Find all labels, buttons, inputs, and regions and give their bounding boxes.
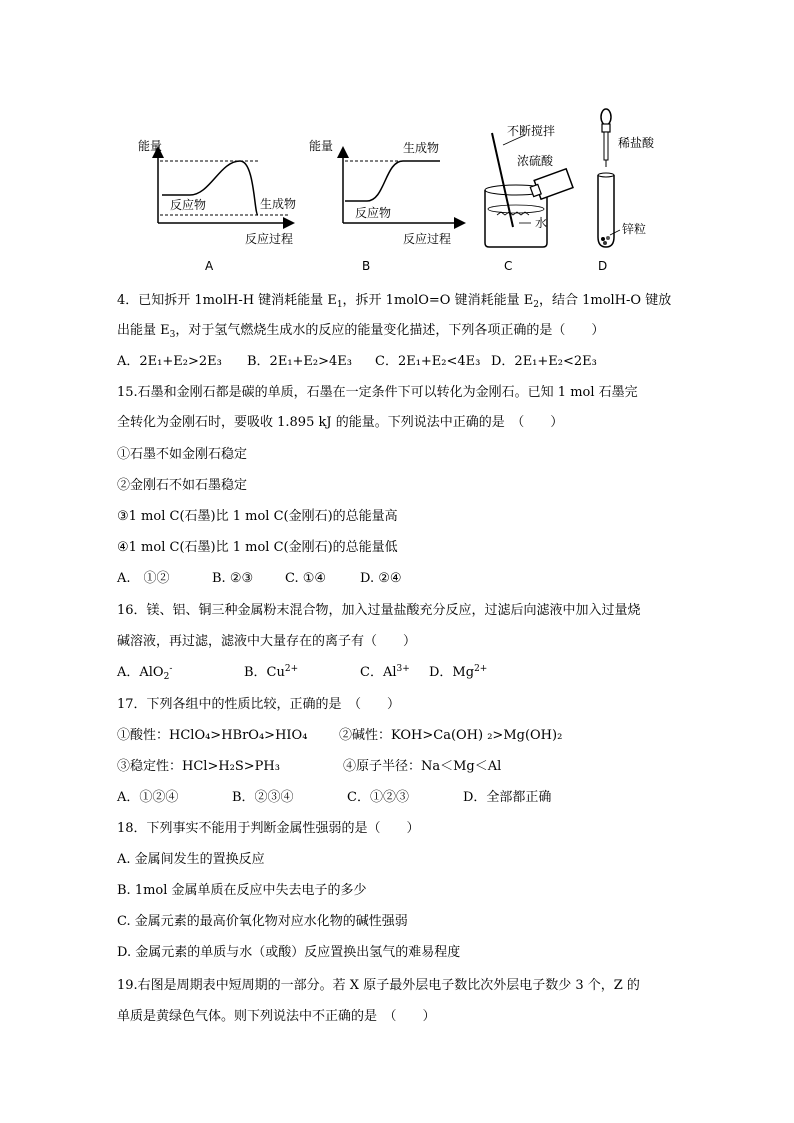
figure-a-energy-diagram bbox=[138, 135, 300, 255]
q15-statement-4: ④1 mol C(石墨)比 1 mol C(金刚石)的总能量低 bbox=[117, 540, 398, 555]
q14-option-a: A．2E₁+E₂>2E₃ bbox=[117, 354, 222, 369]
q18-option-c: C. 金属元素的最高价氧化物对应水化物的碱性强弱 bbox=[117, 914, 408, 929]
q14-stem-line2: 出能量 $E_3$，对于氢气燃烧生成水的反应的能量变化描述，下列各项正确的是（ ） bbox=[117, 323, 605, 340]
figure-a-label: A bbox=[205, 259, 214, 273]
q17-option-a: A．①②④ bbox=[117, 790, 179, 805]
figures-row bbox=[138, 105, 670, 275]
figure-a-ylabel: 能量 bbox=[138, 139, 163, 153]
q18-stem: 18．下列事实不能用于判断金属性强弱的是（ ） bbox=[117, 821, 420, 836]
figure-d-test-tube-diagram bbox=[590, 105, 670, 250]
q14-option-c: C．2E₁+E₂<4E₃ bbox=[375, 354, 481, 369]
q15-line1: 15.石墨和金刚石都是碳的单质，石墨在一定条件下可以转化为金刚石。已知 1 mol 石墨完 bbox=[117, 385, 638, 400]
q17-statement-2: ②碱性：KOH>Ca(OH) ₂>Mg(OH)₂ bbox=[339, 728, 563, 743]
figure-a-product: 生成物 bbox=[260, 197, 297, 211]
q15-statement-3: ③1 mol C(石墨)比 1 mol C(金刚石)的总能量高 bbox=[117, 509, 398, 524]
q15-option-b: B. ②③ bbox=[212, 571, 254, 586]
q16-line1: 16．镁、铝、铜三种金属粉末混合物，加入过量盐酸充分反应，过滤后向滤液中加入过量烧 bbox=[117, 603, 641, 618]
q15-option-d: D. ②④ bbox=[360, 571, 402, 586]
figure-a-reactant: 反应物 bbox=[170, 198, 207, 212]
q16-option-d: D．$Mg^{2+}$ bbox=[429, 664, 488, 680]
q17-option-c: C．①②③ bbox=[347, 790, 409, 805]
figure-c-water-label: 水 bbox=[535, 216, 548, 230]
figure-d-label: D bbox=[598, 259, 608, 273]
q18-option-a: A. 金属间发生的置换反应 bbox=[117, 852, 265, 867]
figure-d-acid-label: 稀盐酸 bbox=[618, 136, 655, 150]
q18-option-b: B. 1mol 金属单质在反应中失去电子的多少 bbox=[117, 883, 367, 898]
q14-stem-line1: 4．已知拆开 1molH-H 键消耗能量 $E_1$，拆开 1molO=O 键消耗能量 $E_2$，结合 1molH-O 键放 bbox=[117, 293, 672, 310]
q17-statement-4: ④原子半径：Na＜Mg＜Al bbox=[343, 759, 502, 774]
figure-b-label: B bbox=[362, 259, 371, 273]
q17-statement-1: ①酸性：HClO₄>HBrO₄>HIO₄ bbox=[117, 728, 308, 743]
q14-option-d: D．2E₁+E₂<2E₃ bbox=[491, 354, 597, 369]
q19-line2: 单质是黄绿色气体。则下列说法中不正确的是 （ ） bbox=[117, 1009, 436, 1024]
q15-option-c: C. ①④ bbox=[285, 571, 327, 586]
figure-b-reactant: 反应物 bbox=[355, 206, 392, 220]
figure-b-energy-diagram bbox=[305, 135, 465, 255]
q17-stem: 17．下列各组中的性质比较，正确的是 （ ） bbox=[117, 697, 401, 712]
q17-statement-3: ③稳定性：HCl>H₂S>PH₃ bbox=[117, 759, 280, 774]
q15-statement-2: ②金刚石不如石墨稳定 bbox=[117, 478, 248, 493]
q15-statement-1: ①石墨不如金刚石稳定 bbox=[117, 447, 248, 462]
q15-option-a: A. ①② bbox=[117, 571, 170, 586]
q19-line1: 19.右图是周期表中短周期的一部分。若 X 原子最外层电子数比次外层电子数少 3 个，Z 的 bbox=[117, 978, 640, 993]
figure-d-zinc-label: 锌粒 bbox=[622, 222, 647, 236]
figure-c-acid-label: 浓硫酸 bbox=[517, 154, 554, 168]
q17-option-d: D．全部都正确 bbox=[463, 790, 552, 805]
figure-c-label: C bbox=[504, 259, 513, 273]
q15-line2: 全转化为金刚石时，要吸收 1.895 kJ 的能量。下列说法中正确的是 （ ） bbox=[117, 415, 564, 430]
q16-line2: 碱溶液，再过滤，滤液中大量存在的离子有（ ） bbox=[117, 634, 417, 649]
figure-b-ylabel: 能量 bbox=[309, 139, 334, 153]
figure-c-stir-label: 不断搅拌 bbox=[507, 124, 556, 138]
q18-option-d: D. 金属元素的单质与水（或酸）反应置换出氢气的难易程度 bbox=[117, 945, 461, 960]
figure-b-product: 生成物 bbox=[403, 141, 440, 155]
q14-option-b: B．2E₁+E₂>4E₃ bbox=[247, 354, 352, 369]
figure-c-beaker-diagram bbox=[475, 105, 595, 250]
q16-option-a: A．AlO$_2$- bbox=[117, 664, 173, 682]
q16-option-b: B．$Cu^{2+}$ bbox=[244, 664, 299, 680]
figure-a-xlabel: 反应过程 bbox=[245, 232, 294, 246]
q17-option-b: B．②③④ bbox=[232, 790, 294, 805]
figure-b-xlabel: 反应过程 bbox=[403, 232, 452, 246]
q16-option-c: C．$Al^{3+}$ bbox=[360, 664, 410, 680]
